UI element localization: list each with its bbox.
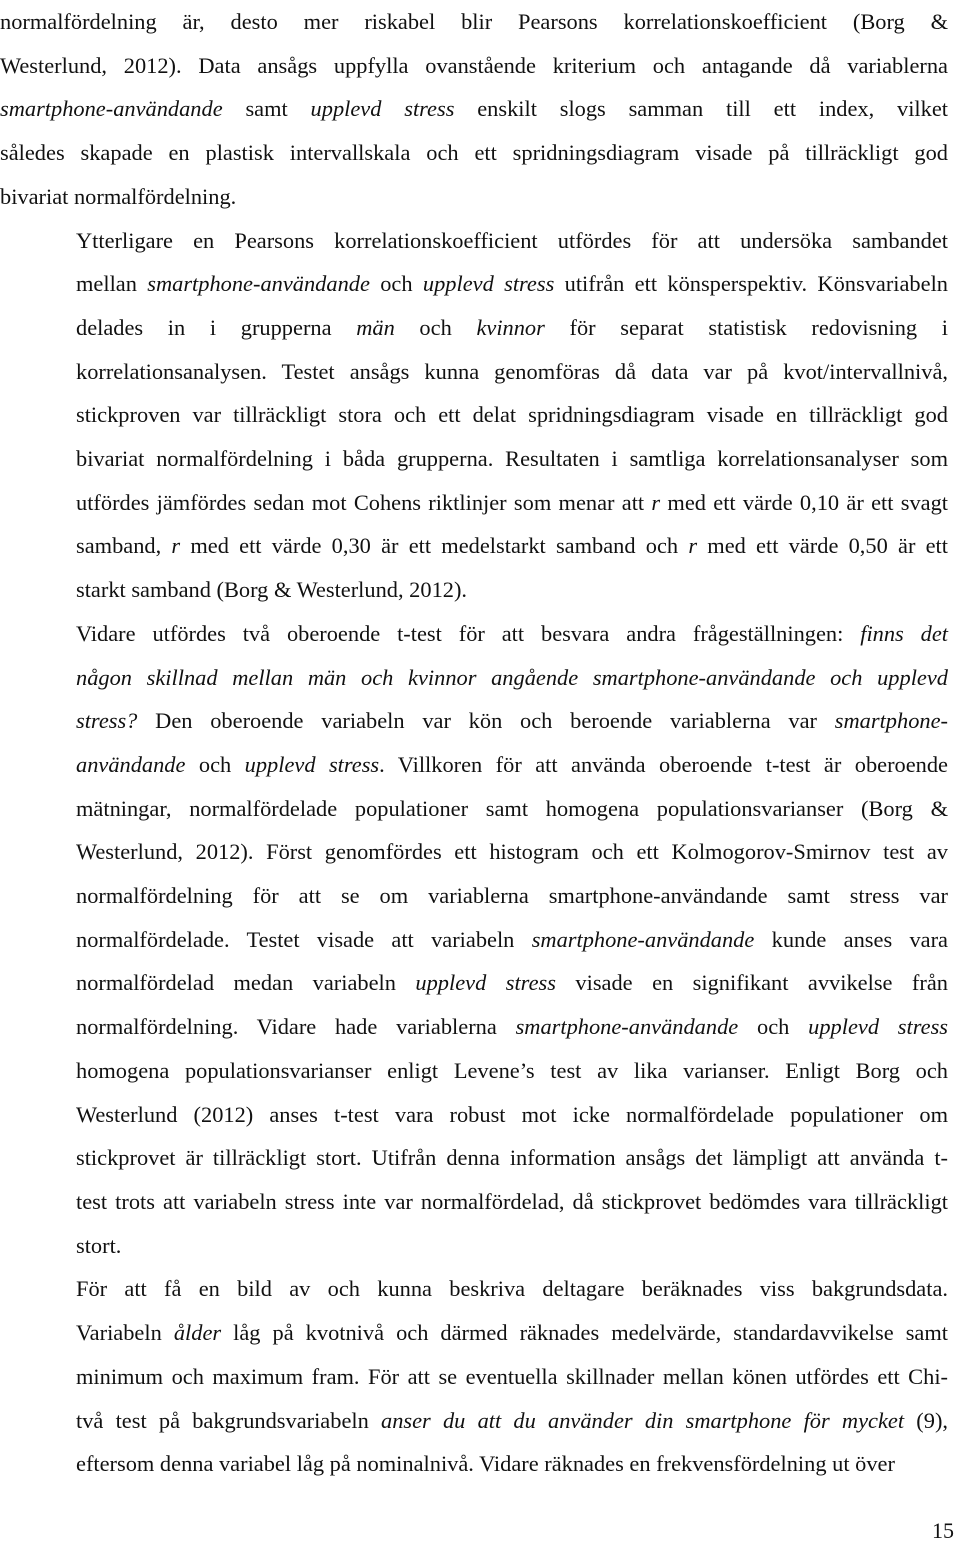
emphasis-text: upplevd stress	[422, 271, 555, 297]
text-line	[0, 262, 948, 306]
text-line	[0, 306, 948, 350]
text-segment: eftersom denna variabel låg på nominalnivå. Vidare räknades en frekvensfördelning ut över	[76, 1451, 895, 1477]
text-segment: således skapade en plastisk intervallskala och ett spridningsdiagram visade på tillräckligt god	[0, 140, 948, 166]
text-segment: med ett värde 0,10 är ett svagt	[660, 489, 948, 515]
text-segment: kunde anses vara	[754, 926, 948, 952]
text-line	[0, 568, 948, 612]
text-segment: med ett värde 0,50 är ett	[697, 533, 948, 559]
text-segment: normalfördelning är, desto mer riskabel blir Pearsons korrelationskoefficient (Borg &	[0, 9, 948, 34]
emphasis-text: anser du att du använder din smartphone för mycket	[381, 1407, 905, 1433]
text-line	[0, 393, 948, 437]
text-line	[0, 1311, 948, 1355]
text-line	[0, 1136, 948, 1180]
text-segment: och	[394, 314, 477, 340]
text-line	[0, 1049, 948, 1093]
text-segment: normalfördelning. Vidare hade variablerna	[76, 1014, 516, 1040]
text-line	[0, 524, 948, 568]
emphasis-text: smartphone-användande	[0, 96, 223, 122]
text-segment: Variabeln	[76, 1320, 174, 1346]
text-line	[0, 131, 948, 175]
text-segment: Westerlund, 2012). Data ansågs uppfylla ovanstående kriterium och antagande då variablerna	[0, 52, 948, 78]
text-segment: utifrån ett könsperspektiv. Könsvariabeln	[554, 271, 948, 297]
text-segment: normalfördelad medan variabeln	[76, 970, 416, 996]
text-line	[0, 699, 948, 743]
text-segment: mätningar, normalfördelade populationer samt homogena populationsvarianser (Borg &	[76, 795, 948, 821]
page-number: 15	[932, 1518, 954, 1543]
text-line	[0, 656, 948, 700]
text-line	[0, 437, 948, 481]
text-line	[0, 830, 948, 874]
text-line	[0, 44, 948, 88]
text-segment: samt	[222, 96, 311, 122]
text-line	[0, 612, 948, 656]
text-line	[0, 918, 948, 962]
text-segment: med ett värde 0,30 är ett medelstarkt samband och	[180, 533, 689, 559]
text-segment: normalfördelning för att se om variablerna smartphone-användande samt stress var	[76, 883, 948, 909]
emphasis-text: upplevd stress	[808, 1014, 948, 1040]
text-line	[0, 87, 948, 131]
text-segment: Westerlund (2012) anses t-test vara robust mot icke normalfördelade populationer om	[76, 1101, 948, 1127]
text-line	[0, 961, 948, 1005]
emphasis-text: finns det	[860, 620, 949, 646]
text-line	[0, 350, 948, 394]
text-segment: homogena populationsvarianser enligt Levene’s test av lika varianser. Enligt Borg och	[76, 1057, 948, 1083]
text-line	[0, 787, 948, 831]
text-segment: stickproven var tillräckligt stora och ett delat spridningsdiagram visade en tillräckligt god	[76, 402, 948, 428]
emphasis-text: kvinnor	[476, 314, 545, 340]
emphasis-text: smartphone-användande	[531, 926, 755, 952]
text-segment: stort.	[76, 1232, 122, 1258]
text-line	[0, 1355, 948, 1399]
text-segment: . Villkoren för att använda oberoende t-test är oberoende	[379, 751, 948, 777]
text-line	[0, 1005, 948, 1049]
emphasis-text: upplevd stress	[415, 970, 556, 996]
text-line	[0, 1093, 948, 1137]
emphasis-text: smartphone-användande	[515, 1014, 739, 1040]
text-segment: samband,	[76, 533, 172, 559]
text-segment: normalfördelade. Testet visade att variabeln	[76, 926, 532, 952]
emphasis-text: stress?	[76, 708, 138, 734]
emphasis-text: upplevd stress	[244, 751, 380, 777]
emphasis-text: någon skillnad mellan män och kvinnor angående smartphone-användande och upplevd	[76, 664, 948, 690]
text-segment: Westerlund, 2012). Först genomfördes ett histogram och ett Kolmogorov-Smirnov test av	[76, 839, 948, 865]
text-segment: test trots att variabeln stress inte var normalfördelad, då stickprovet bedömdes vara tillräckligt	[76, 1188, 948, 1214]
text-segment: minimum och maximum fram. För att se eventuella skillnader mellan könen utfördes ett Chi-	[76, 1363, 948, 1389]
emphasis-text: smartphone-användande	[147, 271, 370, 297]
text-segment: två test på bakgrundsvariabeln	[76, 1407, 382, 1433]
paragraph	[0, 1267, 948, 1486]
emphasis-text: användande	[76, 751, 186, 777]
text-segment: Ytterligare en Pearsons korrelationskoefficient utfördes för att undersöka sambandet	[76, 227, 948, 253]
text-segment: Den oberoende variabeln var kön och beroende variablerna var	[137, 708, 835, 734]
text-segment: (9),	[904, 1407, 948, 1433]
text-line	[0, 0, 948, 44]
text-segment: stickprovet är tillräckligt stort. Utifrån denna information ansågs det lämpligt att använda t-	[76, 1145, 948, 1171]
text-segment: och	[369, 271, 423, 297]
text-segment: bivariat normalfördelning i båda grupperna. Resultaten i samtliga korrelationsanalyser som	[76, 446, 948, 472]
text-line	[0, 1267, 948, 1311]
emphasis-text: män	[356, 314, 395, 340]
emphasis-text: upplevd stress	[310, 96, 455, 122]
text-line	[0, 874, 948, 918]
text-segment: starkt samband (Borg & Westerlund, 2012).	[76, 577, 468, 603]
text-segment: visade en signifikant avvikelse från	[555, 970, 948, 996]
text-segment: enskilt slogs samman till ett index, vilket	[454, 96, 948, 122]
text-line	[0, 1224, 948, 1268]
text-segment: låg på kvotnivå och därmed räknades medelvärde, standardavvikelse samt	[221, 1320, 948, 1346]
paragraph	[0, 612, 948, 1268]
text-line	[0, 1399, 948, 1443]
emphasis-text: r	[688, 533, 698, 559]
text-segment: För att få en bild av och kunna beskriva deltagare beräknades viss bakgrundsdata.	[76, 1276, 948, 1302]
text-line	[0, 1180, 948, 1224]
text-segment: korrelationsanalysen. Testet ansågs kunna genomföras då data var på kvot/intervallnivå,	[76, 358, 948, 384]
paragraph	[0, 0, 948, 219]
text-segment: mellan	[76, 271, 148, 297]
text-line	[0, 1442, 948, 1486]
text-line	[0, 219, 948, 263]
emphasis-text: r	[651, 489, 661, 515]
paragraph	[0, 219, 948, 612]
emphasis-text: smartphone-	[834, 708, 948, 734]
text-line	[0, 743, 948, 787]
text-segment: och	[185, 751, 245, 777]
emphasis-text: r	[171, 533, 181, 559]
text-line	[0, 175, 948, 219]
emphasis-text: ålder	[173, 1320, 222, 1346]
text-segment: Vidare utfördes två oberoende t-test för att besvara andra frågeställningen:	[76, 620, 861, 646]
text-segment: bivariat normalfördelning.	[0, 183, 237, 209]
text-segment: för separat statistisk redovisning i	[544, 314, 948, 340]
text-segment: utfördes jämfördes sedan mot Cohens riktlinjer som menar att	[76, 489, 652, 515]
text-line	[0, 481, 948, 525]
text-segment: delades in i grupperna	[76, 314, 357, 340]
text-segment: och	[738, 1014, 809, 1040]
